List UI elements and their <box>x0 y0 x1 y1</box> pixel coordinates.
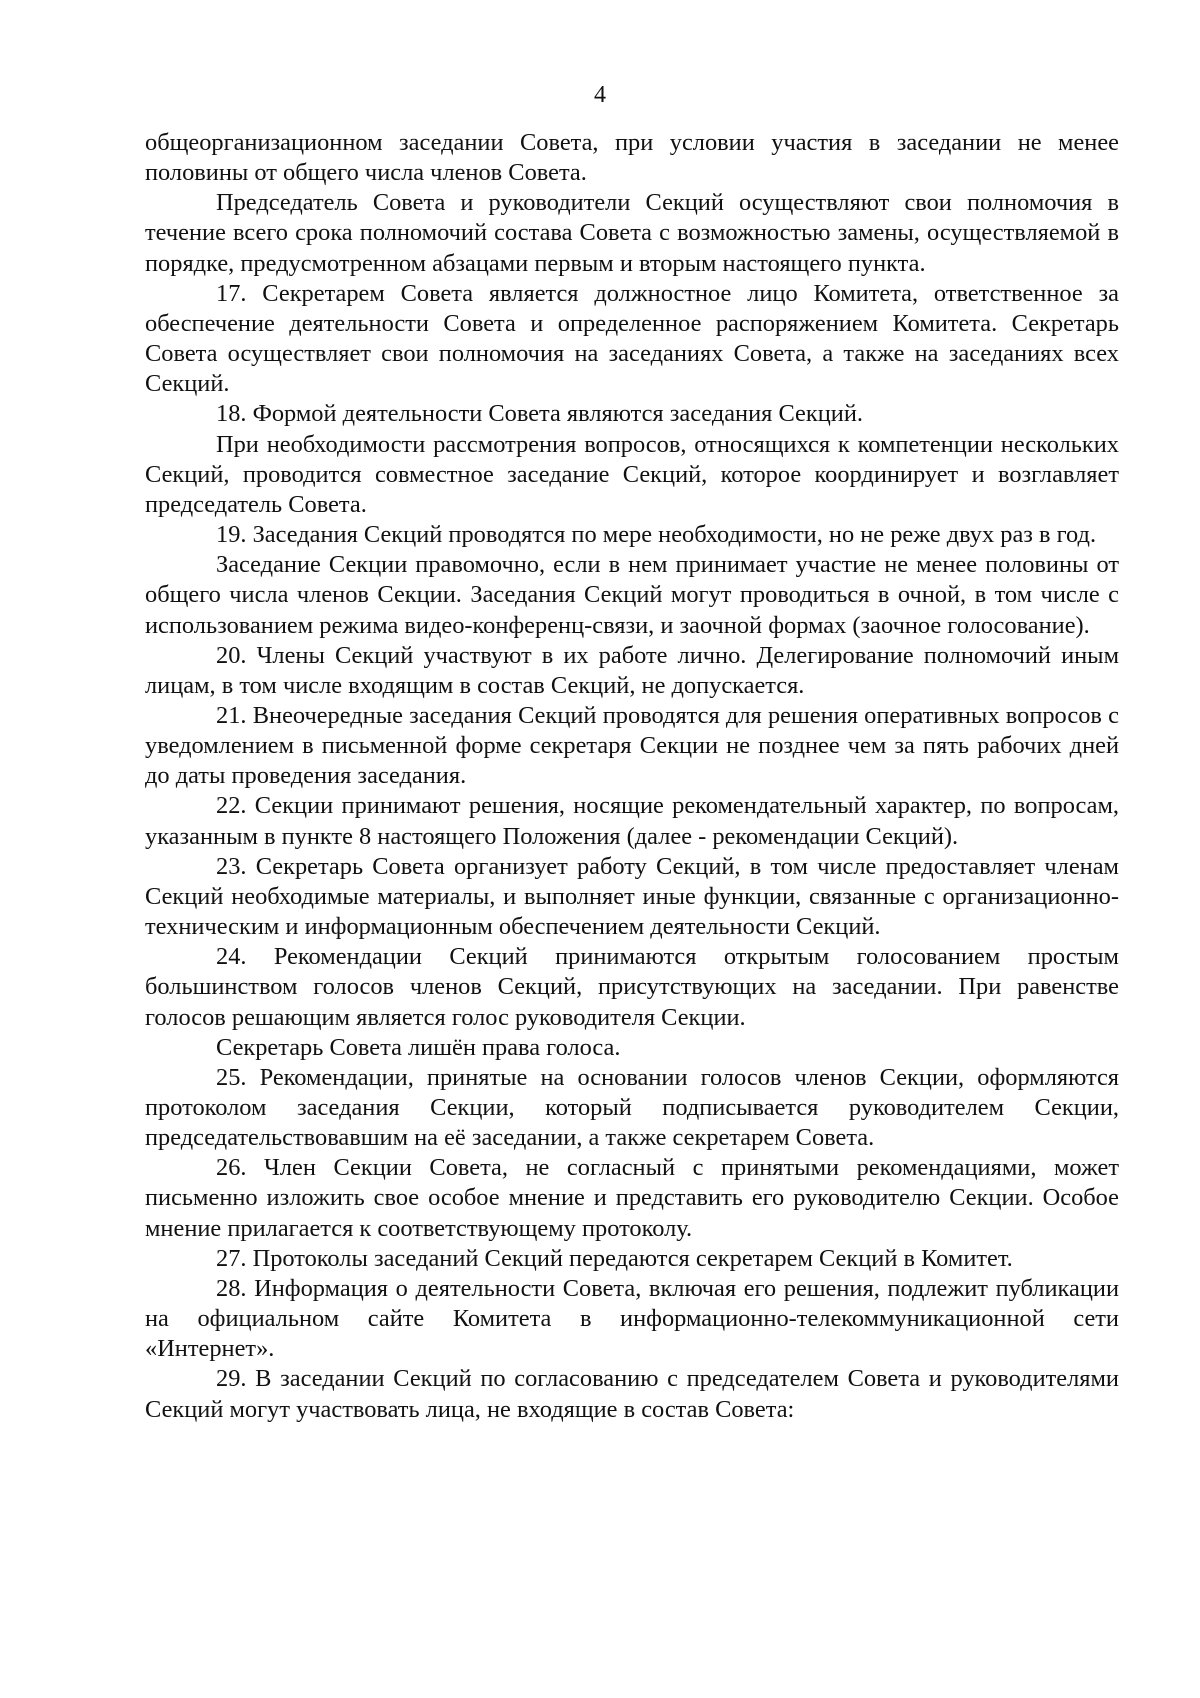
paragraph-joint-meeting: При необходимости рассмотрения вопросов, относящихся к компетенции нескольких Секций, проводится совместное заседание Секций, которое координирует и возглавляет председатель Совета. <box>145 430 1119 518</box>
paragraph-quorum: Заседание Секции правомочно, если в нем принимает участие не менее половины от общего числа членов Секции. Заседания Секций могут проводиться в очной, в том числе с использованием режима видео-конференц-связи, и заочной формах (заочное голосование). <box>145 551 1119 639</box>
paragraph-item-24: 24. Рекомендации Секций принимаются открытым голосованием простым большинством голосов членов Секций, присутствующих на заседании. При равенстве голосов решающим является голос руководителя Секции. <box>145 943 1119 1031</box>
paragraph-item-20: 20. Члены Секций участвуют в их работе лично. Делегирование полномочий иным лицам, в том числе входящим в состав Секций, не допускается. <box>145 641 1119 699</box>
paragraph-item-22: 22. Секции принимают решения, носящие рекомендательный характер, по вопросам, указанным в пункте 8 настоящего Положения (далее - рекомендации Секций). <box>145 792 1119 850</box>
paragraph-chairman-terms: Председатель Совета и руководители Секций осуществляют свои полномочия в течение всего срока полномочий состава Совета с возможностью замены, осуществляемой в порядке, предусмотренном абзацами первым и вторым настоящего пункта. <box>145 189 1119 277</box>
paragraph-item-18: 18. Формой деятельности Совета являются заседания Секций. <box>216 400 863 428</box>
document-body <box>145 128 1119 1425</box>
paragraph-item-25: 25. Рекомендации, принятые на основании голосов членов Секции, оформляются протоколом заседания Секции, который подписывается руководителем Секции, председательствовавшим на её заседании, а также секретарем Совета. <box>145 1063 1119 1152</box>
paragraph-secretary-no-vote: Секретарь Совета лишён права голоса. <box>216 1033 621 1061</box>
paragraph-item-26: 26. Член Секции Совета, не согласный с принятыми рекомендациями, может письменно изложить свое особое мнение и представить его руководителю Секции. Особое мнение прилагается к соответствующему протоколу. <box>145 1154 1119 1242</box>
paragraph-item-23: 23. Секретарь Совета организует работу Секций, в том числе предоставляет членам Секций необходимые материалы, и выполняет иные функции, связанные с организационно-техническим и информационным обеспечением деятельности Секций. <box>145 852 1119 941</box>
paragraph-item-19: 19. Заседания Секций проводятся по мере необходимости, но не реже двух раз в год. <box>216 521 1097 549</box>
paragraph-item-27: 27. Протоколы заседаний Секций передаются секретарем Секций в Комитет. <box>216 1244 1013 1272</box>
paragraph-item-17: 17. Секретарем Совета является должностное лицо Комитета, ответственное за обеспечение деятельности Совета и определенное распоряжением Комитета. Секретарь Совета осуществляет свои полномочия на заседаниях Совета, а также на заседаниях всех Секций. <box>145 279 1119 398</box>
paragraph-continuation: общеорганизационном заседании Совета, при условии участия в заседании не менее половины от общего числа членов Совета. <box>145 129 1119 187</box>
paragraph-item-29: 29. В заседании Секций по согласованию с председателем Совета и руководителями Секций могут участвовать лица, не входящие в состав Совета: <box>145 1365 1119 1423</box>
paragraph-item-21: 21. Внеочередные заседания Секций проводятся для решения оперативных вопросов с уведомлением в письменной форме секретаря Секции не позднее чем за пять рабочих дней до даты проведения заседания. <box>145 701 1119 790</box>
paragraph-item-28: 28. Информация о деятельности Совета, включая его решения, подлежит публикации на официальном сайте Комитета в информационно-телекоммуникационной сети «Интернет». <box>145 1274 1119 1363</box>
page-number: 4 <box>594 82 606 108</box>
